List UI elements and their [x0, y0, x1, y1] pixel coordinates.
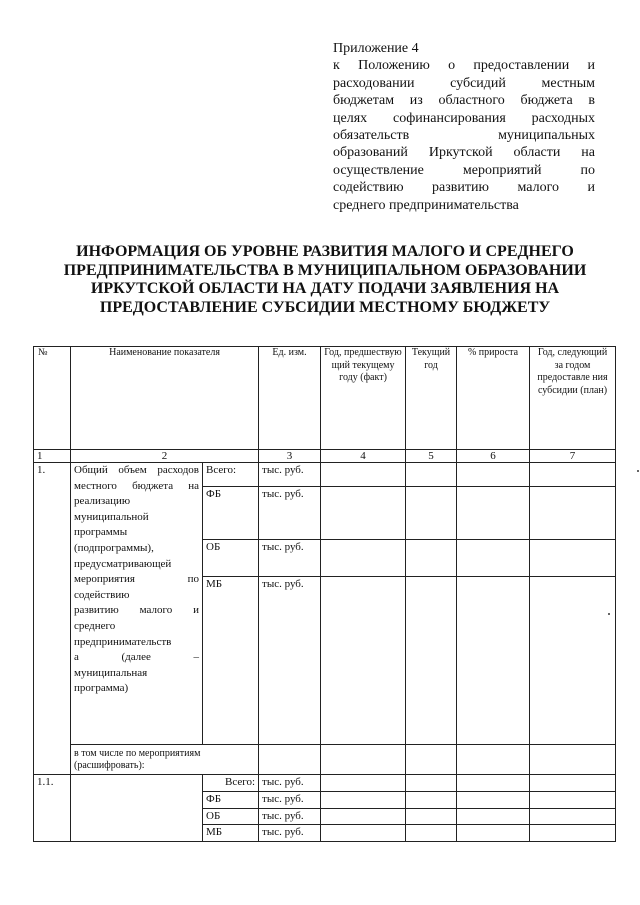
- value-cell: [530, 825, 616, 842]
- value-cell: [530, 808, 616, 825]
- value-cell: [321, 792, 406, 809]
- column-number: 3: [259, 450, 321, 463]
- title-line: ИНФОРМАЦИЯ ОБ УРОВНЕ РАЗВИТИЯ МАЛОГО И СРЕДНЕГО: [76, 243, 574, 260]
- appendix-line: Приложение 4: [333, 41, 419, 56]
- unit-cell: тыс. руб.: [259, 463, 321, 487]
- value-cell: [321, 540, 406, 577]
- value-cell: [406, 775, 457, 792]
- indicator-name-line: муниципальная: [74, 666, 148, 679]
- row-number: 1.: [34, 463, 71, 775]
- indicator-name-line: предпринимательств: [74, 635, 172, 648]
- indicator-name-line: Общий объем расходов: [74, 464, 199, 476]
- unit-cell: тыс. руб.: [259, 825, 321, 842]
- unit-cell: тыс. руб.: [259, 577, 321, 745]
- value-cell: [530, 463, 616, 487]
- unit-cell: тыс. руб.: [259, 540, 321, 577]
- value-cell: [321, 745, 406, 775]
- indicator-table: [33, 346, 616, 842]
- funding-source: МБ: [203, 825, 259, 842]
- column-number: 2: [71, 450, 259, 463]
- funding-source: ФБ: [203, 487, 259, 540]
- appendix-line: к Положению о предоставлении и: [333, 58, 595, 74]
- funding-source: МБ: [203, 577, 259, 745]
- unit-cell: тыс. руб.: [259, 808, 321, 825]
- value-cell: [321, 463, 406, 487]
- including-label: в том числе по мероприятиям (расшифровать):: [71, 745, 259, 775]
- value-cell: [530, 487, 616, 540]
- table-header-row: [34, 347, 616, 450]
- indicator-name-line: содействию: [74, 588, 130, 601]
- funding-source: ОБ: [203, 808, 259, 825]
- value-cell: [457, 745, 530, 775]
- value-cell: [457, 540, 530, 577]
- value-cell: [530, 540, 616, 577]
- appendix-line: обязательств муниципальных: [333, 128, 595, 144]
- value-cell: [457, 775, 530, 792]
- indicator-name: [71, 775, 203, 842]
- appendix-line: осуществление мероприятий по: [333, 162, 595, 178]
- unit-cell: тыс. руб.: [259, 775, 321, 792]
- value-cell: [530, 745, 616, 775]
- value-cell: [530, 792, 616, 809]
- value-cell: [406, 808, 457, 825]
- indicator-name-line: реализацию: [74, 495, 131, 508]
- appendix-line: содействию развитию малого и: [333, 180, 595, 196]
- value-cell: [457, 825, 530, 842]
- value-cell: [321, 577, 406, 745]
- value-cell: [406, 745, 457, 775]
- value-cell: [406, 463, 457, 487]
- indicator-name-line: (подпрограммы),: [74, 541, 154, 554]
- value-cell: [406, 577, 457, 745]
- funding-source: ОБ: [203, 540, 259, 577]
- title-line: ИРКУТСКОЙ ОБЛАСТИ НА ДАТУ ПОДАЧИ ЗАЯВЛЕНИЯ НА: [90, 280, 560, 297]
- header-growth: % прироста: [457, 347, 530, 450]
- appendix-line: среднего предпринимательства: [333, 197, 519, 213]
- header-next-year: Год, следующий за годом предоставле ния субсидии (план): [530, 347, 616, 450]
- funding-source: ФБ: [203, 792, 259, 809]
- funding-source: Всего:: [203, 775, 259, 792]
- indicator-name-line: развитию малого и: [74, 604, 199, 617]
- column-numbers-row: [34, 450, 616, 463]
- header-name: Наименование показателя: [71, 347, 259, 450]
- value-cell: [530, 775, 616, 792]
- header-prev-year: Год, предшествую щий текущему году (факт): [321, 347, 406, 450]
- indicator-name: [71, 463, 203, 745]
- value-cell: [457, 577, 530, 745]
- column-number: 1: [34, 450, 71, 463]
- row-number: 1.1.: [34, 775, 71, 842]
- value-cell: [457, 792, 530, 809]
- document-title: [40, 243, 610, 317]
- value-cell: [321, 775, 406, 792]
- value-cell: [259, 745, 321, 775]
- indicator-name-line: предусматривающей: [74, 557, 172, 570]
- appendix-line: целях софинансирования расходных: [333, 110, 595, 126]
- title-line: ПРЕДОСТАВЛЕНИЕ СУБСИДИИ МЕСТНОМУ БЮДЖЕТУ: [99, 298, 551, 316]
- header-current-year: Текущий год: [406, 347, 457, 450]
- appendix-line: расходовании субсидий местным: [333, 75, 595, 91]
- indicator-name-line: местного бюджета на: [74, 479, 199, 492]
- value-cell: [321, 808, 406, 825]
- header-num: №: [34, 347, 71, 450]
- indicator-name-line: среднего: [74, 619, 116, 632]
- value-cell: [406, 540, 457, 577]
- value-cell: [406, 825, 457, 842]
- scan-speck: [608, 613, 610, 615]
- value-cell: [457, 487, 530, 540]
- appendix-line: бюджетам из областного бюджета в: [333, 93, 595, 109]
- unit-cell: тыс. руб.: [259, 792, 321, 809]
- indicator-name-line: программы: [74, 526, 128, 539]
- appendix-note: [333, 40, 595, 214]
- title-line: ПРЕДПРИНИМАТЕЛЬСТВА В МУНИЦИПАЛЬНОМ ОБРАЗОВАНИИ: [63, 261, 587, 279]
- indicator-name-line: а (далее –: [74, 651, 199, 664]
- column-number: 4: [321, 450, 406, 463]
- column-number: 5: [406, 450, 457, 463]
- table-row: [34, 463, 616, 487]
- value-cell: [530, 577, 616, 745]
- indicator-name-line: мероприятия по: [74, 573, 199, 586]
- indicator-name-line: муниципальной: [74, 510, 149, 523]
- table-row: [34, 745, 616, 775]
- column-number: 6: [457, 450, 530, 463]
- unit-cell: тыс. руб.: [259, 487, 321, 540]
- appendix-line: образований Иркутской области на: [333, 145, 595, 161]
- header-unit: Ед. изм.: [259, 347, 321, 450]
- column-number: 7: [530, 450, 616, 463]
- value-cell: [321, 487, 406, 540]
- indicator-name-line: программа): [74, 682, 129, 695]
- value-cell: [457, 463, 530, 487]
- value-cell: [321, 825, 406, 842]
- value-cell: [406, 487, 457, 540]
- scan-speck: [637, 470, 639, 472]
- value-cell: [457, 808, 530, 825]
- value-cell: [406, 792, 457, 809]
- table-row: [34, 775, 616, 792]
- funding-source: Всего:: [203, 463, 259, 487]
